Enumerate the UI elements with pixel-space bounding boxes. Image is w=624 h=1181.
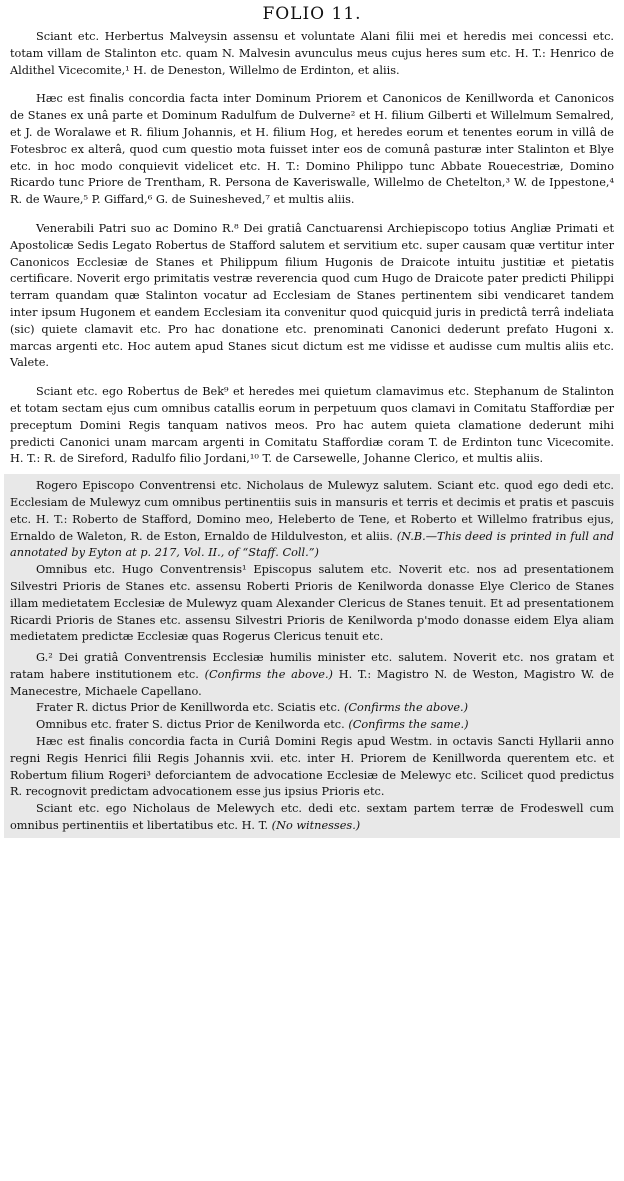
shaded-paragraph-3-text: G.² Dei gratiâ Conventrensis Ecclesiæ humilis minister etc. salutem. Noverit etc. nos gratam et ratam habere institutionem etc. <box>10 651 614 681</box>
shaded-section <box>4 474 620 838</box>
deed-paragraph-1: Sciant etc. Herbertus Malveysin assensu et voluntate Alani filii mei et heredis mei concessi etc. totam villam de Stalinton etc. quam N. Malvesin avunculus meus cujus heres sum etc. H. T.: Henrico de Aldithel Vicecomite,¹ H. de Deneston, Willelmo de Erdinton, et aliis. <box>10 30 614 77</box>
confirms-note: (Confirms the above.) <box>204 667 333 681</box>
shaded-paragraph-2: Omnibus etc. Hugo Conventrensis¹ Episcopus salutem etc. Noverit etc. nos ad presentationem Silvestri Prioris de Stanes etc. assensu Roberti Prioris de Kenilworda donasse Elye Clerico de Stanes illam medietatem Ecclesiæ de Mulewyz quam Alexander Clericus de Stanes tenuit. Et ad presentationem Ricardi Prioris de Stanes etc. assensu Silvestri Prioris de Kenilworda p'modo donasse eidem Elya aliam medietatem predictæ Ecclesiæ quas Rogerus Clericus tenuit etc. <box>10 563 614 644</box>
deed-paragraph-4: Sciant etc. ego Robertus de Bek⁹ et heredes mei quietum clamavimus etc. Stephanum de Stalinton et totam sectam ejus cum omnibus catallis eorum in perpetuum quos clamavi in Comitatu Staffordiæ per preceptum Domini Regis tanquam nativos meos. Pro hac autem quieta clamatione dederunt mihi predicti Canonici unam marcam argenti in Comitatu Staffordiæ coram T. de Erdinton tunc Vicecomite. H. T.: R. de Sireford, Radulfo filio Jordani,¹⁰ T. de Carsewelle, Johanne Clerico, et multis aliis. <box>10 385 614 466</box>
confirms-note: (Confirms the above.) <box>343 701 469 715</box>
editorial-note: (N.B.—This deed is printed in full and annotated by Eyton at p. 217, Vol. II., of “Staff. Coll.”) <box>10 529 615 560</box>
shaded-paragraph-4-text: Frater R. dictus Prior de Kenillworda etc. Sciatis etc. <box>36 701 341 715</box>
shaded-paragraph-7 <box>10 801 614 835</box>
shaded-paragraph-6: Hæc est finalis concordia facta in Curiâ Domini Regis apud Westm. in octavis Sancti Hyllarii anno regni Regis Henrici filii Regis Johannis xvii. etc. inter H. Priorem de Kenillworda querentem etc. et Robertum filium Rogeri³ deforciantem de advocatione Ecclesiæ de Melewyc etc. Scilicet quod predictus R. recognovit predictam advocationem esse jus ipsius Prioris etc. <box>10 735 614 799</box>
shaded-paragraph-4 <box>10 700 614 717</box>
shaded-paragraph-1 <box>10 478 614 562</box>
shaded-paragraph-1-text: Rogero Episcopo Conventrensi etc. Nicholaus de Mulewyz salutem. Sciant etc. quod ego dedi etc. Ecclesiam de Mulewyz cum omnibus pertinentiis suis in mansuris et terris et decimis et pratis et pascuis etc. H. T.: Roberto de Stafford, Domino meo, Heleberto de Tene, et Roberto et Willelmo fratribus ejus, Ernaldo de Waleton, R. de Eston, Ernaldo de Hildulveston, et aliis. <box>10 479 614 543</box>
no-witnesses-note: (No witnesses.) <box>271 819 361 833</box>
deed-paragraph-3: Venerabili Patri suo ac Domino R.⁸ Dei gratiâ Canctuarensi Archiepiscopo totius Angliæ Primati et Apostolicæ Sedis Legato Robertus de Stafford salutem et servitium etc. super causam quæ vertitur inter Canonicos Ecclesiæ de Stanes et Philippum filium Hugonis de Draicote intuitu justitiæ et pietatis certificare. Noverit ergo primitatis vestræ reverencia quod cum Hugo de Draicote pater predicti Philippi terram quandam quæ Stalinton vocatur ad Ecclesiam de Stanes pertinentem sibi vendicaret tandem inter ipsum Hugonem et eandem Ecclesiam ita convenitur quod quicquid juris in predictâ terrâ indeliata (sic) quiete clamavit etc. Pro hac donatione etc. prenominati Canonici dederunt prefato Hugoni x. marcas argenti etc. Hoc autem apud Stanes sicut dictum est me vidisse et audisse cum multis aliis etc. Valete. <box>10 221 614 370</box>
shaded-paragraph-3 <box>10 650 614 700</box>
deed-paragraph-2: Hæc est finalis concordia facta inter Dominum Priorem et Canonicos de Kenillworda et Canonicos de Stanes ex unâ parte et Dominum Radulfum de Dulverne² et H. filium Gilberti et Willelmum Semalred, et J. de Woralawe et R. filium Johannis, et H. filium Hog, et heredes eorum et tenentes eorum in villâ de Fotesbroc ex alterâ, quod cum questio mota fuisset inter eos de comunâ pasturæ inter Stalinton et Blye etc. in hoc modo conquievit videlicet etc. H. T.: Domino Philippo tunc Abbate Rouecestriæ, Domino Ricardo tunc Priore de Trentham, R. Persona de Kaveriswalle, Willelmo de Chetelton,³ W. de Ippestone,⁴ R. de Waure,⁵ P. Giffard,⁶ G. de Suineshеved,⁷ et multis aliis. <box>10 92 614 207</box>
shaded-paragraph-5 <box>10 717 614 734</box>
shaded-paragraph-5-text: Omnibus etc. frater S. dictus Prior de Kenilworda etc. <box>36 718 345 732</box>
confirms-note: (Confirms the same.) <box>348 718 469 732</box>
shaded-paragraph-7-text: Sciant etc. ego Nicholaus de Melewych etc. dedi etc. sextam partem terræ de Frodeswell cum omnibus pertinentiis et libertatibus etc. H. T. <box>10 802 614 833</box>
folio-heading: FOLIO 11. <box>262 4 362 24</box>
shaded-paragraph-3-witnesses: H. T.: Magistro N. de Weston, Magistro W. de Manecestre, Michaele Capellano. <box>10 667 614 698</box>
document-page <box>10 4 614 838</box>
